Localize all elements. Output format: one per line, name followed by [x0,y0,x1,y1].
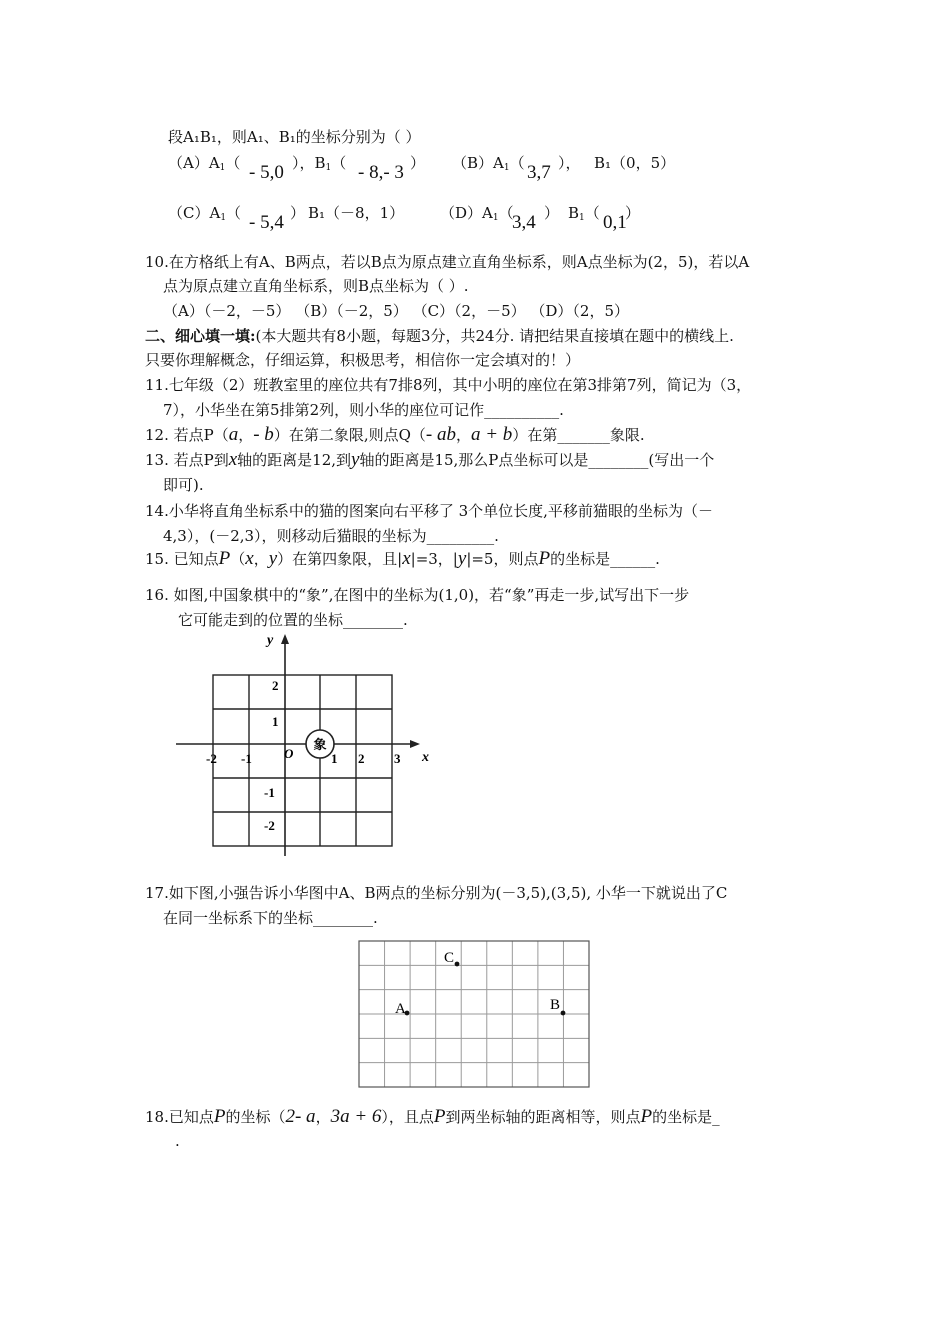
q18-line1: 18.已知点P的坐标（2- a，3a + 6），且点P到两坐标轴的距离相等，则点P的坐标是_ [145,1106,720,1127]
q9-option-c: $(C)A_1$（ [168,204,242,223]
q16-chess-piece-label: 象 [313,737,327,752]
q16-x-axis-arrow [410,740,420,748]
q17-label-a: A [395,1001,406,1017]
q17-label-b: B [550,997,561,1013]
q12: 12. 若点P（a，- b）在第二象限,则点Q（- ab，a + b）在第_______象限. [145,424,645,445]
q17-grid-figure [358,940,590,1088]
q18-line2: . [175,1132,180,1150]
section2-line2: 只要你理解概念，仔细运算，积极思考，相信你一定会填对的！） [145,351,581,369]
q9-stem: 段A₁B₁，则A₁、B₁的坐标分别为（ ） [168,128,421,146]
q9-option-a-coord1: - 5,0 [249,162,284,183]
q9-option-d-mid: ） [544,204,560,222]
q17-point-c [455,962,460,967]
q16-xtick-2: 2 [358,751,365,766]
q16-ytick-m1: -1 [264,785,275,800]
q10-line1: 10.在方格纸上有A、B两点，若以B点为原点建立直角坐标系，则A点坐标为(2，5)，若以A [145,253,750,271]
q11-line2: 7），小华坐在第5排第2列，则小华的座位可记作__________. [163,401,564,419]
q16-axis-y-label: y [267,633,274,648]
q9-option-b: $(B)A_1$（ [452,154,525,173]
q9-option-b-rest: B₁（0，5） [594,154,676,172]
q16-xtick-3: 3 [394,751,401,766]
q17-label-c: C [444,950,455,966]
q16-line2: 它可能走到的位置的坐标________. [178,611,408,629]
q9-option-a-end: ） [410,154,426,172]
q16-xtick-1: 1 [331,751,338,766]
q13-line1: 13. 若点P到x轴的距离是12,到y轴的距离是15,那么P点坐标可以是________(写出一个 [145,449,715,470]
q9-option-d-coord2: 0,1 [603,212,627,233]
q15: 15. 已知点P（x，y）在第四象限，且|x|=3，|y|=5，则点P的坐标是______. [145,548,660,569]
q9-option-d: $(D)A_1$（ [440,204,514,223]
q10-options: （A）（－2，－5） （B）（－2，5） （C）（2，－5） （D）（2，5） [163,302,630,320]
q9-option-d-end: ） [625,204,641,222]
q9-option-c-coord1: - 5,4 [249,212,284,233]
section2-header: 二、细心填一填:(本大题共有8小题，每题3分，共24分. 请把结果直接填在题中的横线上. [145,327,734,345]
q16-ytick-m2: -2 [264,818,275,833]
q9-option-c-rest: B₁（－8，1） [308,204,405,222]
q9-option-c-mid: ） [290,204,306,222]
q16-xtick-m1: -1 [241,751,252,766]
q16-line1: 16. 如图,中国象棋中的“象”,在图中的坐标为(1,0)，若“象”再走一步,试写出下一步 [145,586,690,604]
q17-line1: 17.如下图,小强告诉小华图中A、B两点的坐标分别为(－3,5),(3,5), 小华一下就说出了C [145,884,728,902]
q9-option-a-coord2: - 8,- 3 [358,162,404,183]
q14-line1: 14.小华将直角坐标系中的猫的图案向右平移了 3个单位长度,平移前猫眼的坐标为（－ [145,502,713,520]
q10-line2: 点为原点建立直角坐标系，则B点坐标为（ ）. [163,277,469,295]
q9-option-b-coord1: 3,7 [527,162,551,183]
q11-line1: 11.七年级（2）班教室里的座位共有7排8列，其中小明的座位在第3排第7列，简记为（3， [145,376,752,394]
q17-point-b [561,1011,566,1016]
q17-line2: 在同一坐标系下的坐标________. [163,909,378,927]
q9-option-d-b: $B_1$（ [568,204,600,223]
q13-line2: 即可). [163,476,204,494]
q9-option-d-coord1: 3,4 [512,212,536,233]
q16-ytick-1: 1 [272,714,279,729]
q16-chess-grid-figure [170,630,440,860]
q16-xtick-m2: -2 [206,751,217,766]
q9-option-a-mid: ），$B_1$（ [292,154,347,173]
q16-grid-border [213,675,392,846]
q9-option-a: $(A)A_1$（ [168,154,241,173]
q17-grid-lines [359,941,589,1087]
q14-line2: 4,3），(－2,3），则移动后猫眼的坐标为_________. [163,527,499,545]
q16-axis-x-label: x [422,750,429,765]
section2-title: 二、细心填一填: [145,327,256,345]
q9-option-b-mid: ）， [558,154,581,172]
q16-ytick-2: 2 [272,678,279,693]
q16-origin-label: O [284,746,294,761]
q16-y-axis-arrow [281,634,289,644]
